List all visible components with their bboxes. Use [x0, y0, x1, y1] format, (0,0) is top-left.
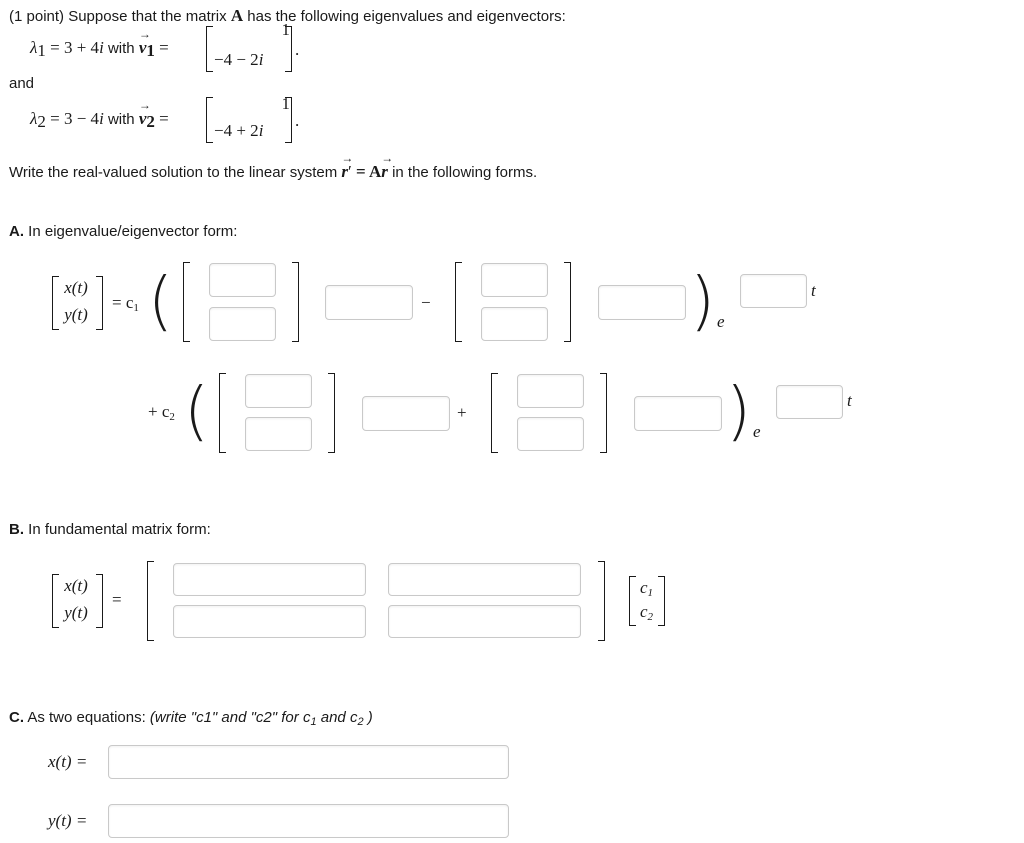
part-a-row1-close-paren: ): [690, 265, 715, 339]
part-a-row2-open-paren: (: [184, 375, 209, 449]
part-a-heading: A. In eigenvalue/eigenvector form:: [9, 223, 238, 240]
eigenvector-2-bottom: −4 + 2i: [214, 121, 264, 140]
a-row2-exp-t: t: [847, 391, 852, 410]
a-row1-exp-base: e: [717, 312, 725, 331]
eigenvalue-1: $\lambda_1 = 3 + 4i$ with → $v_1$ =: [30, 38, 169, 61]
a-row2-vec1-bottom-input[interactable]: [245, 417, 312, 451]
part-c-heading: C. As two equations: (write "c1" and "c2" for $c_1$ and $c_2$ ): [9, 709, 373, 728]
c-vector-left-bracket: [629, 576, 636, 626]
b-matrix-11-input[interactable]: [173, 563, 366, 596]
part-a-row1-vec1-right-bracket: [292, 262, 299, 342]
a-row1-minus: −: [421, 293, 431, 312]
b-matrix-21-input[interactable]: [173, 605, 366, 638]
a-row1-vec2-bottom-input[interactable]: [481, 307, 548, 341]
eigenvector-1-left-bracket: [206, 26, 213, 72]
fundamental-matrix-left-bracket: [147, 561, 154, 641]
eigenvector-2-left-bracket: [206, 97, 213, 143]
eigenvector-2-symbol: → v: [139, 109, 147, 129]
fundamental-matrix-right-bracket: [598, 561, 605, 641]
eigenvector-2-top: 1: [281, 94, 290, 113]
a-row2-exponent-input[interactable]: [776, 385, 843, 419]
part-b-heading: B. In fundamental matrix form:: [9, 521, 211, 538]
part-a-xy-right-bracket: [96, 276, 103, 330]
eigenvector-1-symbol: → v: [139, 38, 147, 58]
matrix-symbol: A: [230, 6, 244, 25]
c-vector-top: $c_1$: [640, 578, 654, 599]
and-label: and: [9, 75, 35, 92]
b-matrix-12-input[interactable]: [388, 563, 581, 596]
c-vector-right-bracket: [658, 576, 665, 626]
a-row1-func1-input[interactable]: [325, 285, 413, 320]
c-vector-bottom: $c_2$: [640, 602, 654, 623]
eigenvector-1-bottom: −4 − 2i: [214, 50, 264, 69]
part-a-row2-vec2-left-bracket: [491, 373, 498, 453]
x-equation-input[interactable]: [108, 745, 509, 779]
part-a-row1-open-paren: (: [148, 265, 173, 339]
c1-coefficient: = $c_1$: [112, 293, 139, 314]
intro-prompt-end: has the following eigenvalues and eigenvectors:: [247, 8, 566, 25]
intro-prompt: Suppose that the matrix: [68, 8, 227, 25]
eigenvector-1-top: 1: [281, 20, 290, 39]
a-row1-vec2-top-input[interactable]: [481, 263, 548, 297]
a-row2-vec1-top-input[interactable]: [245, 374, 312, 408]
a-row1-vec1-top-input[interactable]: [209, 263, 276, 297]
a-row1-func2-input[interactable]: [598, 285, 686, 320]
part-a-row1-vec1-left-bracket: [183, 262, 190, 342]
a-row2-vec2-bottom-input[interactable]: [517, 417, 584, 451]
part-a-row2-vec1-left-bracket: [219, 373, 226, 453]
part-a-row2-vec1-right-bracket: [328, 373, 335, 453]
part-a-row1-vec2-right-bracket: [564, 262, 571, 342]
x-equation-label: x(t) =: [48, 752, 88, 771]
part-c-note: (write "c1" and "c2" for $c_1$ and $c_2$ ): [149, 709, 373, 728]
eigenvector-1-right-bracket: [285, 26, 292, 72]
part-a-row1-vec2-left-bracket: [455, 262, 462, 342]
a-row2-func1-input[interactable]: [362, 396, 450, 431]
part-a-row2-vec2-right-bracket: [600, 373, 607, 453]
c2-coefficient: + $c_2$: [148, 402, 175, 423]
eigenvector-2-right-bracket: [285, 97, 292, 143]
y-equation-label: y(t) =: [48, 811, 88, 830]
eigenvalue-2: $\lambda_2 = 3 - 4i$ with → $v_2$ =: [30, 109, 169, 132]
system-instruction: Write the real-valued solution to the linear system → r′ = A→ r in the following forms.: [9, 162, 537, 182]
b-matrix-22-input[interactable]: [388, 605, 581, 638]
a-row1-vec1-bottom-input[interactable]: [209, 307, 276, 341]
a-row2-func2-input[interactable]: [634, 396, 722, 431]
points-label: (1 point): [9, 8, 65, 25]
y-equation-input[interactable]: [108, 804, 509, 838]
a-row1-exponent-input[interactable]: [740, 274, 807, 308]
a-row1-exp-t: t: [811, 281, 816, 300]
part-a-row2-close-paren: ): [726, 375, 751, 449]
a-row2-vec2-top-input[interactable]: [517, 374, 584, 408]
a-row2-plus: +: [457, 403, 467, 422]
a-row2-exp-base: e: [753, 422, 761, 441]
part-b-xy-right-bracket: [96, 574, 103, 628]
